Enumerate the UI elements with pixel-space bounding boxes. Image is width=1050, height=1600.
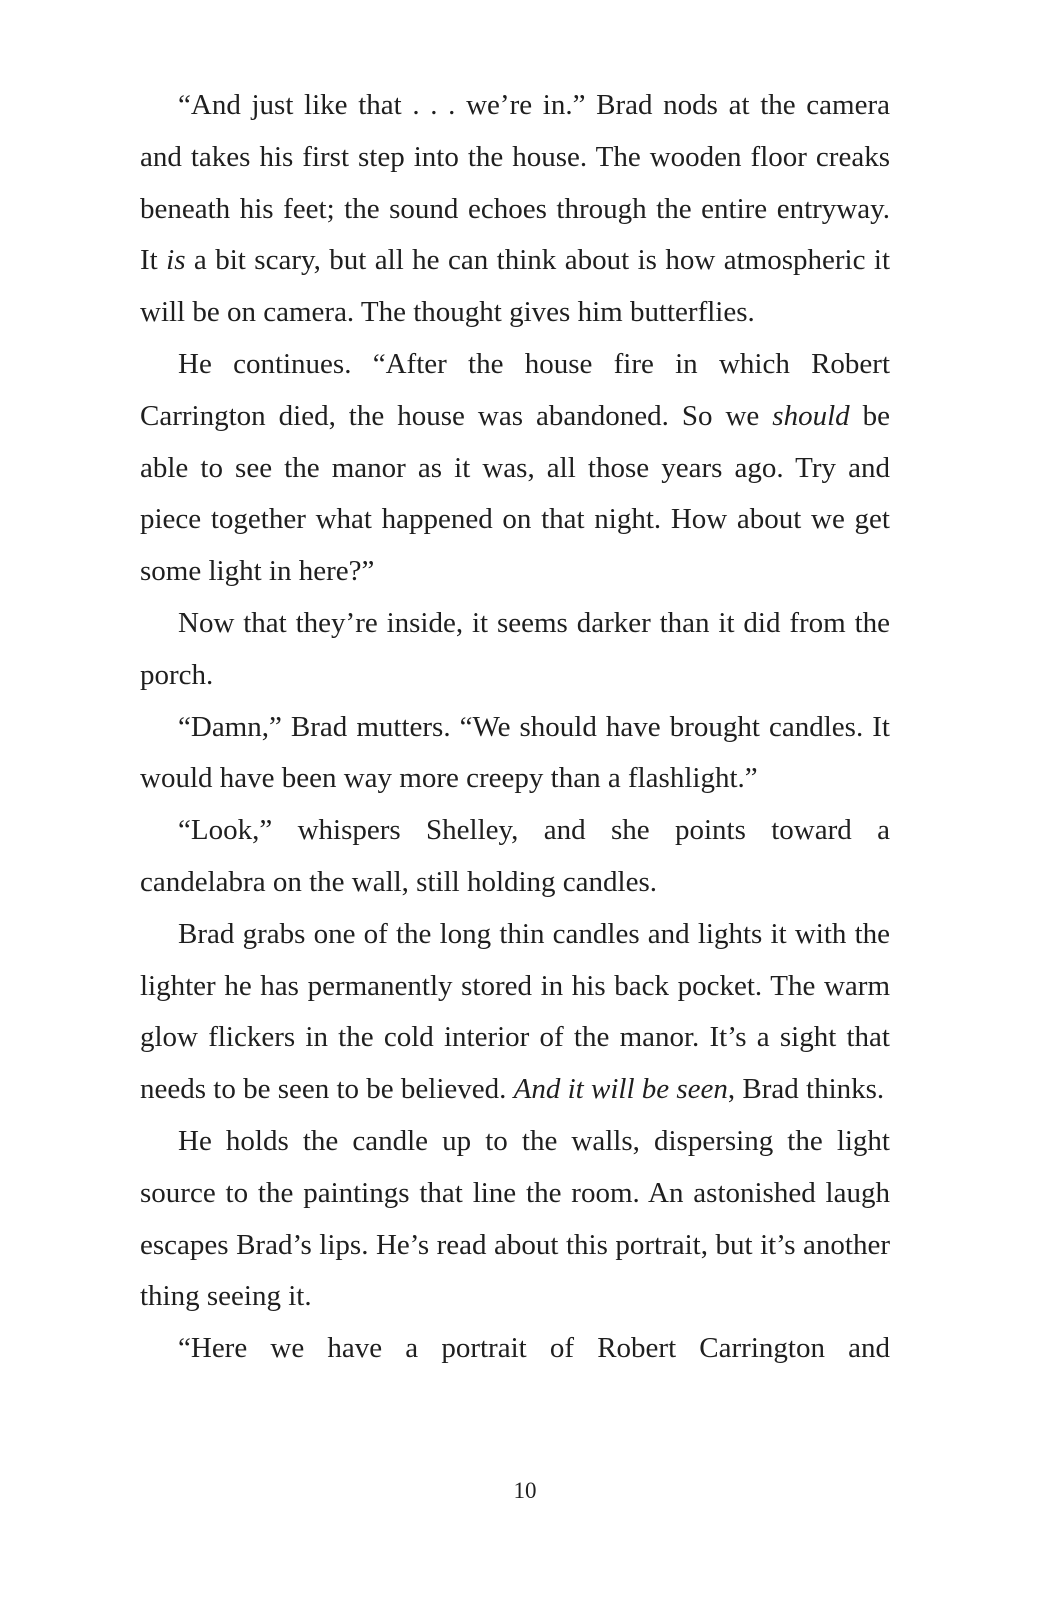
text-run: “Look,” whispers Shelley, and she points toward a candelabra on the wall, still holding candles. xyxy=(140,814,890,898)
paragraph xyxy=(140,702,890,806)
text-run: He continues. “After the house fire in which Robert Carrington died, the house was abandoned. So we xyxy=(140,347,890,432)
text-run: be able to see the manor as it was, all those years ago. Try and piece together what happened on that night. How about we get some light in here?” xyxy=(140,399,890,588)
text-run: “And just like that . . . we’re in.” Brad nods at the camera and takes his first step into the house. The wooden floor creaks beneath his feet; the sound echoes through the entire entryway. It xyxy=(140,89,890,277)
text-run: a bit scary, but all he can think about is how atmospheric it will be on camera. The thought gives him butterflies. xyxy=(140,244,890,329)
paragraph xyxy=(140,805,890,909)
paragraph xyxy=(140,80,890,339)
body-text xyxy=(140,80,890,1375)
italic-run: is xyxy=(166,244,186,277)
paragraph xyxy=(140,1116,890,1323)
italic-run: And it will be seen xyxy=(513,1073,728,1106)
page-number: 10 xyxy=(513,1478,537,1503)
text-run: , Brad thinks. xyxy=(727,1073,885,1106)
italic-run: should xyxy=(772,399,850,432)
paragraph xyxy=(140,339,890,598)
paragraph xyxy=(140,598,890,702)
text-run: “Damn,” Brad mutters. “We should have brought candles. It would have been way more creepy than a flashlight.” xyxy=(140,710,890,795)
paragraph xyxy=(140,1323,890,1375)
text-run: He holds the candle up to the walls, dispersing the light source to the paintings that line the room. An astonished laugh escapes Brad’s lips. He’s read about this portrait, but it’s another thing seeing it. xyxy=(140,1124,890,1313)
paragraph xyxy=(140,909,890,1116)
text-run: Now that they’re inside, it seems darker than it did from the porch. xyxy=(140,606,890,691)
text-run: Brad grabs one of the long thin candles and lights it with the lighter he has permanently stored in his back pocket. The warm glow flickers in the cold interior of the manor. It’s a sight that needs to be seen to be believed. xyxy=(140,917,890,1106)
text-run: “Here we have a portrait of Robert Carrington and xyxy=(178,1332,890,1365)
